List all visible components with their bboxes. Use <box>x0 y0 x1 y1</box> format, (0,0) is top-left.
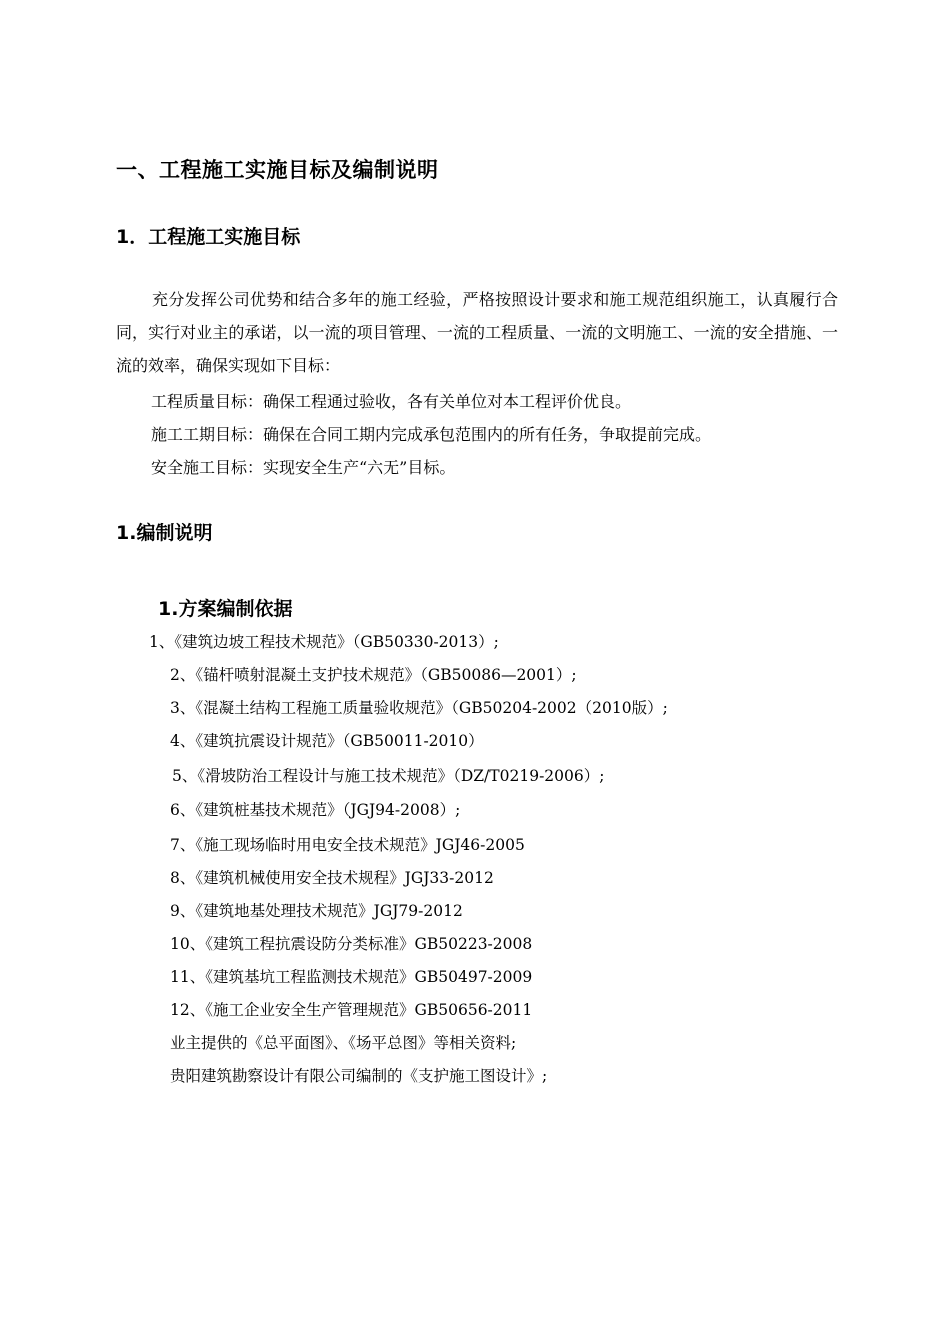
reference-item: 4、《建筑抗震设计规范》（GB50011-2010） <box>170 732 484 750</box>
intro-paragraph <box>116 283 838 382</box>
subsection-title-notes: 1.编制说明 <box>116 522 213 544</box>
section-title: 一、工程施工实施目标及编制说明 <box>116 158 439 182</box>
reference-item: 10、《建筑工程抗震设防分类标准》GB50223-2008 <box>170 935 533 953</box>
reference-item: 9、《建筑地基处理技术规范》JGJ79-2012 <box>170 902 463 920</box>
goal-safety: 安全施工目标：实现安全生产“六无”目标。 <box>151 458 456 477</box>
reference-item: 8、《建筑机械使用安全技术规程》JGJ33-2012 <box>170 869 494 887</box>
goal-quality: 工程质量目标：确保工程通过验收，各有关单位对本工程评价优良。 <box>151 392 632 411</box>
reference-item: 3、《混凝土结构工程施工质量验收规范》（GB50204-2002（2010版）; <box>170 699 668 717</box>
reference-item: 12、《施工企业安全生产管理规范》GB50656-2011 <box>170 1001 533 1019</box>
reference-item: 业主提供的《总平面图》、《场平总图》等相关资料; <box>170 1034 517 1052</box>
reference-item: 7、《施工现场临时用电安全技术规范》JGJ46-2005 <box>170 836 525 854</box>
reference-item: 5、《滑坡防治工程设计与施工技术规范》（DZ/T0219-2006）; <box>172 767 605 785</box>
reference-item: 1、《建筑边坡工程技术规范》（GB50330-2013）; <box>149 633 499 651</box>
reference-item: 11、《建筑基坑工程监测技术规范》GB50497-2009 <box>170 968 533 986</box>
reference-item: 2、《锚杆喷射混凝土支护技术规范》（GB50086—2001）; <box>170 666 577 684</box>
goal-schedule: 施工工期目标：确保在合同工期内完成承包范围内的所有任务，争取提前完成。 <box>151 425 712 444</box>
reference-item: 6、《建筑桩基技术规范》（JGJ94-2008）; <box>170 801 461 819</box>
intro-text: 充分发挥公司优势和结合多年的施工经验，严格按照设计要求和施工规范组织施工，认真履行合同，实行对业主的承诺，以一流的项目管理、一流的工程质量、一流的文明施工、一流的安全措施、一流的效率，确保实现如下目标： <box>116 290 838 375</box>
basis-title: 1.方案编制依据 <box>158 598 293 620</box>
reference-item: 贵阳建筑勘察设计有限公司编制的《支护施工图设计》; <box>170 1067 548 1085</box>
subsection-title-goals: 1．工程施工实施目标 <box>116 226 301 248</box>
